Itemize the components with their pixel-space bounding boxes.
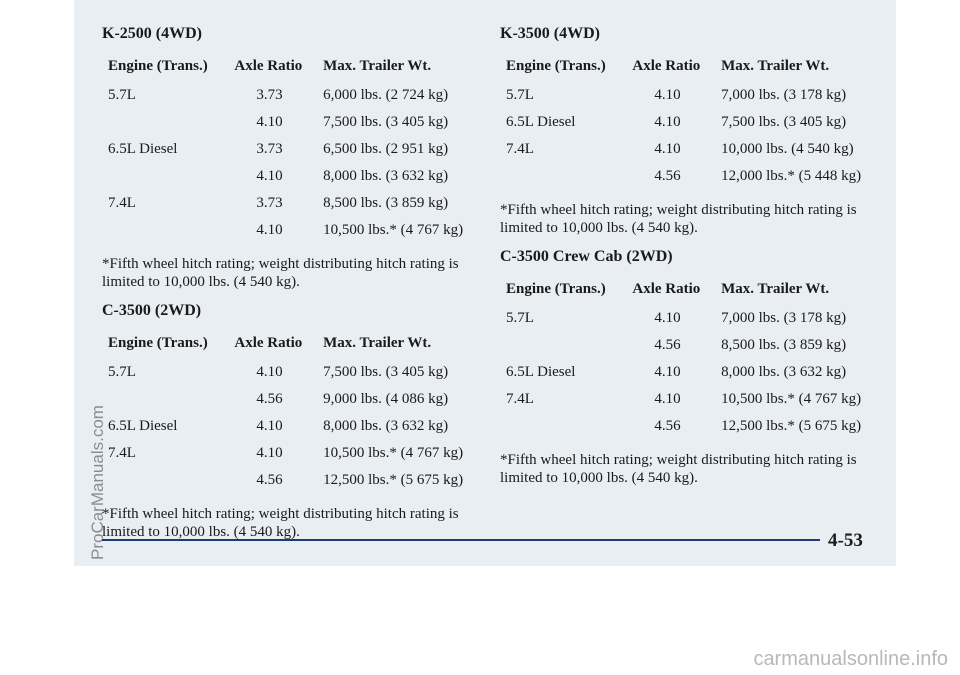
table-row (102, 364, 482, 391)
footer-watermark: carmanualsonline.info (753, 648, 948, 670)
header-axle-ratio: Axle Ratio (632, 58, 701, 74)
cell-max-trailer-weight: 12,500 lbs.* (5 675 kg) (323, 472, 464, 488)
cell-max-trailer-weight: 10,500 lbs.* (4 767 kg) (721, 391, 862, 407)
cell-axle-ratio: 4.10 (654, 391, 681, 407)
cell-max-trailer-weight: 10,500 lbs.* (4 767 kg) (323, 222, 464, 238)
cell-axle-ratio: 4.10 (654, 141, 681, 157)
cell-axle-ratio: 4.56 (256, 472, 283, 488)
cell-engine: 6.5L Diesel (108, 418, 178, 434)
cell-axle-ratio: 4.10 (654, 310, 681, 326)
cell-engine: 7.4L (506, 141, 534, 157)
table-row (500, 141, 880, 168)
section-title-k3500: K-3500 (4WD) (500, 25, 600, 42)
cell-max-trailer-weight: 10,000 lbs. (4 540 kg) (721, 141, 854, 157)
table-row (500, 168, 880, 195)
header-engine: Engine (Trans.) (108, 335, 208, 351)
header-engine: Engine (Trans.) (506, 58, 606, 74)
cell-max-trailer-weight: 10,500 lbs.* (4 767 kg) (323, 445, 464, 461)
cell-axle-ratio: 4.10 (256, 445, 283, 461)
table-row (500, 364, 880, 391)
section-title-c3500-crew-cab: C-3500 Crew Cab (2WD) (500, 248, 673, 265)
cell-engine: 5.7L (506, 310, 534, 326)
table-row (102, 222, 482, 249)
table-row (102, 472, 482, 499)
footnote-k3500: *Fifth wheel hitch rating; weight distributing hitch rating is limited to 10,000 lbs. (4 540 kg). (500, 202, 857, 236)
cell-max-trailer-weight: 7,500 lbs. (3 405 kg) (323, 114, 449, 130)
table-header-row (500, 281, 880, 310)
cell-engine (500, 337, 632, 364)
cell-axle-ratio: 4.56 (654, 418, 681, 434)
cell-axle-ratio: 4.10 (256, 168, 283, 184)
cell-axle-ratio: 3.73 (256, 87, 283, 103)
header-axle-ratio: Axle Ratio (234, 335, 303, 351)
cell-axle-ratio: 4.10 (654, 87, 681, 103)
header-engine: Engine (Trans.) (108, 58, 208, 74)
cell-engine: 5.7L (108, 364, 136, 380)
cell-engine (102, 391, 234, 418)
cell-axle-ratio: 3.73 (256, 141, 283, 157)
cell-max-trailer-weight: 12,500 lbs.* (5 675 kg) (721, 418, 862, 434)
cell-axle-ratio: 4.10 (654, 114, 681, 130)
table-header-row (102, 335, 482, 364)
cell-max-trailer-weight: 7,500 lbs. (3 405 kg) (323, 364, 449, 380)
cell-engine: 5.7L (108, 87, 136, 103)
cell-engine (102, 168, 234, 195)
table-row (102, 391, 482, 418)
cell-max-trailer-weight: 9,000 lbs. (4 086 kg) (323, 391, 449, 407)
table-row (102, 114, 482, 141)
cell-engine: 6.5L Diesel (108, 141, 178, 157)
cell-engine: 5.7L (506, 87, 534, 103)
cell-axle-ratio: 4.10 (256, 418, 283, 434)
cell-engine (102, 114, 234, 141)
cell-engine (500, 418, 632, 445)
table-row (102, 141, 482, 168)
left-column (102, 24, 482, 551)
table-row (102, 87, 482, 114)
right-column (500, 24, 880, 497)
cell-max-trailer-weight: 6,500 lbs. (2 951 kg) (323, 141, 449, 157)
cell-max-trailer-weight: 8,500 lbs. (3 859 kg) (721, 337, 847, 353)
header-max-trailer-weight: Max. Trailer Wt. (323, 58, 432, 74)
table-row (500, 114, 880, 141)
cell-axle-ratio: 4.56 (256, 391, 283, 407)
table-row (102, 418, 482, 445)
table-row (500, 337, 880, 364)
cell-max-trailer-weight: 8,000 lbs. (3 632 kg) (323, 418, 449, 434)
cell-engine: 6.5L Diesel (506, 364, 576, 380)
table-k2500 (102, 58, 482, 249)
cell-engine: 7.4L (506, 391, 534, 407)
footnote-c3500: *Fifth wheel hitch rating; weight distributing hitch rating is limited to 10,000 lbs. (4 540 kg). (102, 506, 459, 540)
table-row (500, 310, 880, 337)
table-row (102, 168, 482, 195)
cell-max-trailer-weight: 12,000 lbs.* (5 448 kg) (721, 168, 862, 184)
footer-rule (102, 539, 820, 541)
table-row (500, 87, 880, 114)
cell-axle-ratio: 4.10 (256, 114, 283, 130)
cell-axle-ratio: 3.73 (256, 195, 283, 211)
cell-engine: 7.4L (108, 445, 136, 461)
cell-engine (500, 168, 632, 195)
footnote-k2500: *Fifth wheel hitch rating; weight distributing hitch rating is limited to 10,000 lbs. (4 540 kg). (102, 256, 459, 290)
table-k3500 (500, 58, 880, 195)
section-title-k2500: K-2500 (4WD) (102, 25, 202, 42)
table-row (500, 418, 880, 445)
table-c3500-crew-cab (500, 281, 880, 445)
side-watermark (88, 540, 108, 560)
header-axle-ratio: Axle Ratio (234, 58, 303, 74)
cell-max-trailer-weight: 8,500 lbs. (3 859 kg) (323, 195, 449, 211)
table-row (102, 195, 482, 222)
table-c3500 (102, 335, 482, 499)
table-row (102, 445, 482, 472)
cell-axle-ratio: 4.10 (654, 364, 681, 380)
cell-axle-ratio: 4.10 (256, 364, 283, 380)
cell-engine (102, 222, 234, 249)
cell-engine: 6.5L Diesel (506, 114, 576, 130)
table-header-row (102, 58, 482, 87)
cell-max-trailer-weight: 8,000 lbs. (3 632 kg) (323, 168, 449, 184)
header-max-trailer-weight: Max. Trailer Wt. (721, 58, 830, 74)
cell-axle-ratio: 4.10 (256, 222, 283, 238)
header-max-trailer-weight: Max. Trailer Wt. (721, 281, 830, 297)
cell-axle-ratio: 4.56 (654, 168, 681, 184)
page-number: 4-53 (828, 530, 863, 551)
section-title-c3500: C-3500 (2WD) (102, 302, 202, 319)
header-engine: Engine (Trans.) (506, 281, 606, 297)
cell-engine: 7.4L (108, 195, 136, 211)
header-max-trailer-weight: Max. Trailer Wt. (323, 335, 432, 351)
table-row (500, 391, 880, 418)
cell-max-trailer-weight: 6,000 lbs. (2 724 kg) (323, 87, 449, 103)
header-axle-ratio: Axle Ratio (632, 281, 701, 297)
footnote-c3500-crew-cab: *Fifth wheel hitch rating; weight distributing hitch rating is limited to 10,000 lbs. (4 540 kg). (500, 452, 857, 486)
cell-max-trailer-weight: 7,500 lbs. (3 405 kg) (721, 114, 847, 130)
table-header-row (500, 58, 880, 87)
cell-engine (102, 472, 234, 499)
cell-max-trailer-weight: 7,000 lbs. (3 178 kg) (721, 87, 847, 103)
cell-max-trailer-weight: 8,000 lbs. (3 632 kg) (721, 364, 847, 380)
cell-max-trailer-weight: 7,000 lbs. (3 178 kg) (721, 310, 847, 326)
cell-axle-ratio: 4.56 (654, 337, 681, 353)
